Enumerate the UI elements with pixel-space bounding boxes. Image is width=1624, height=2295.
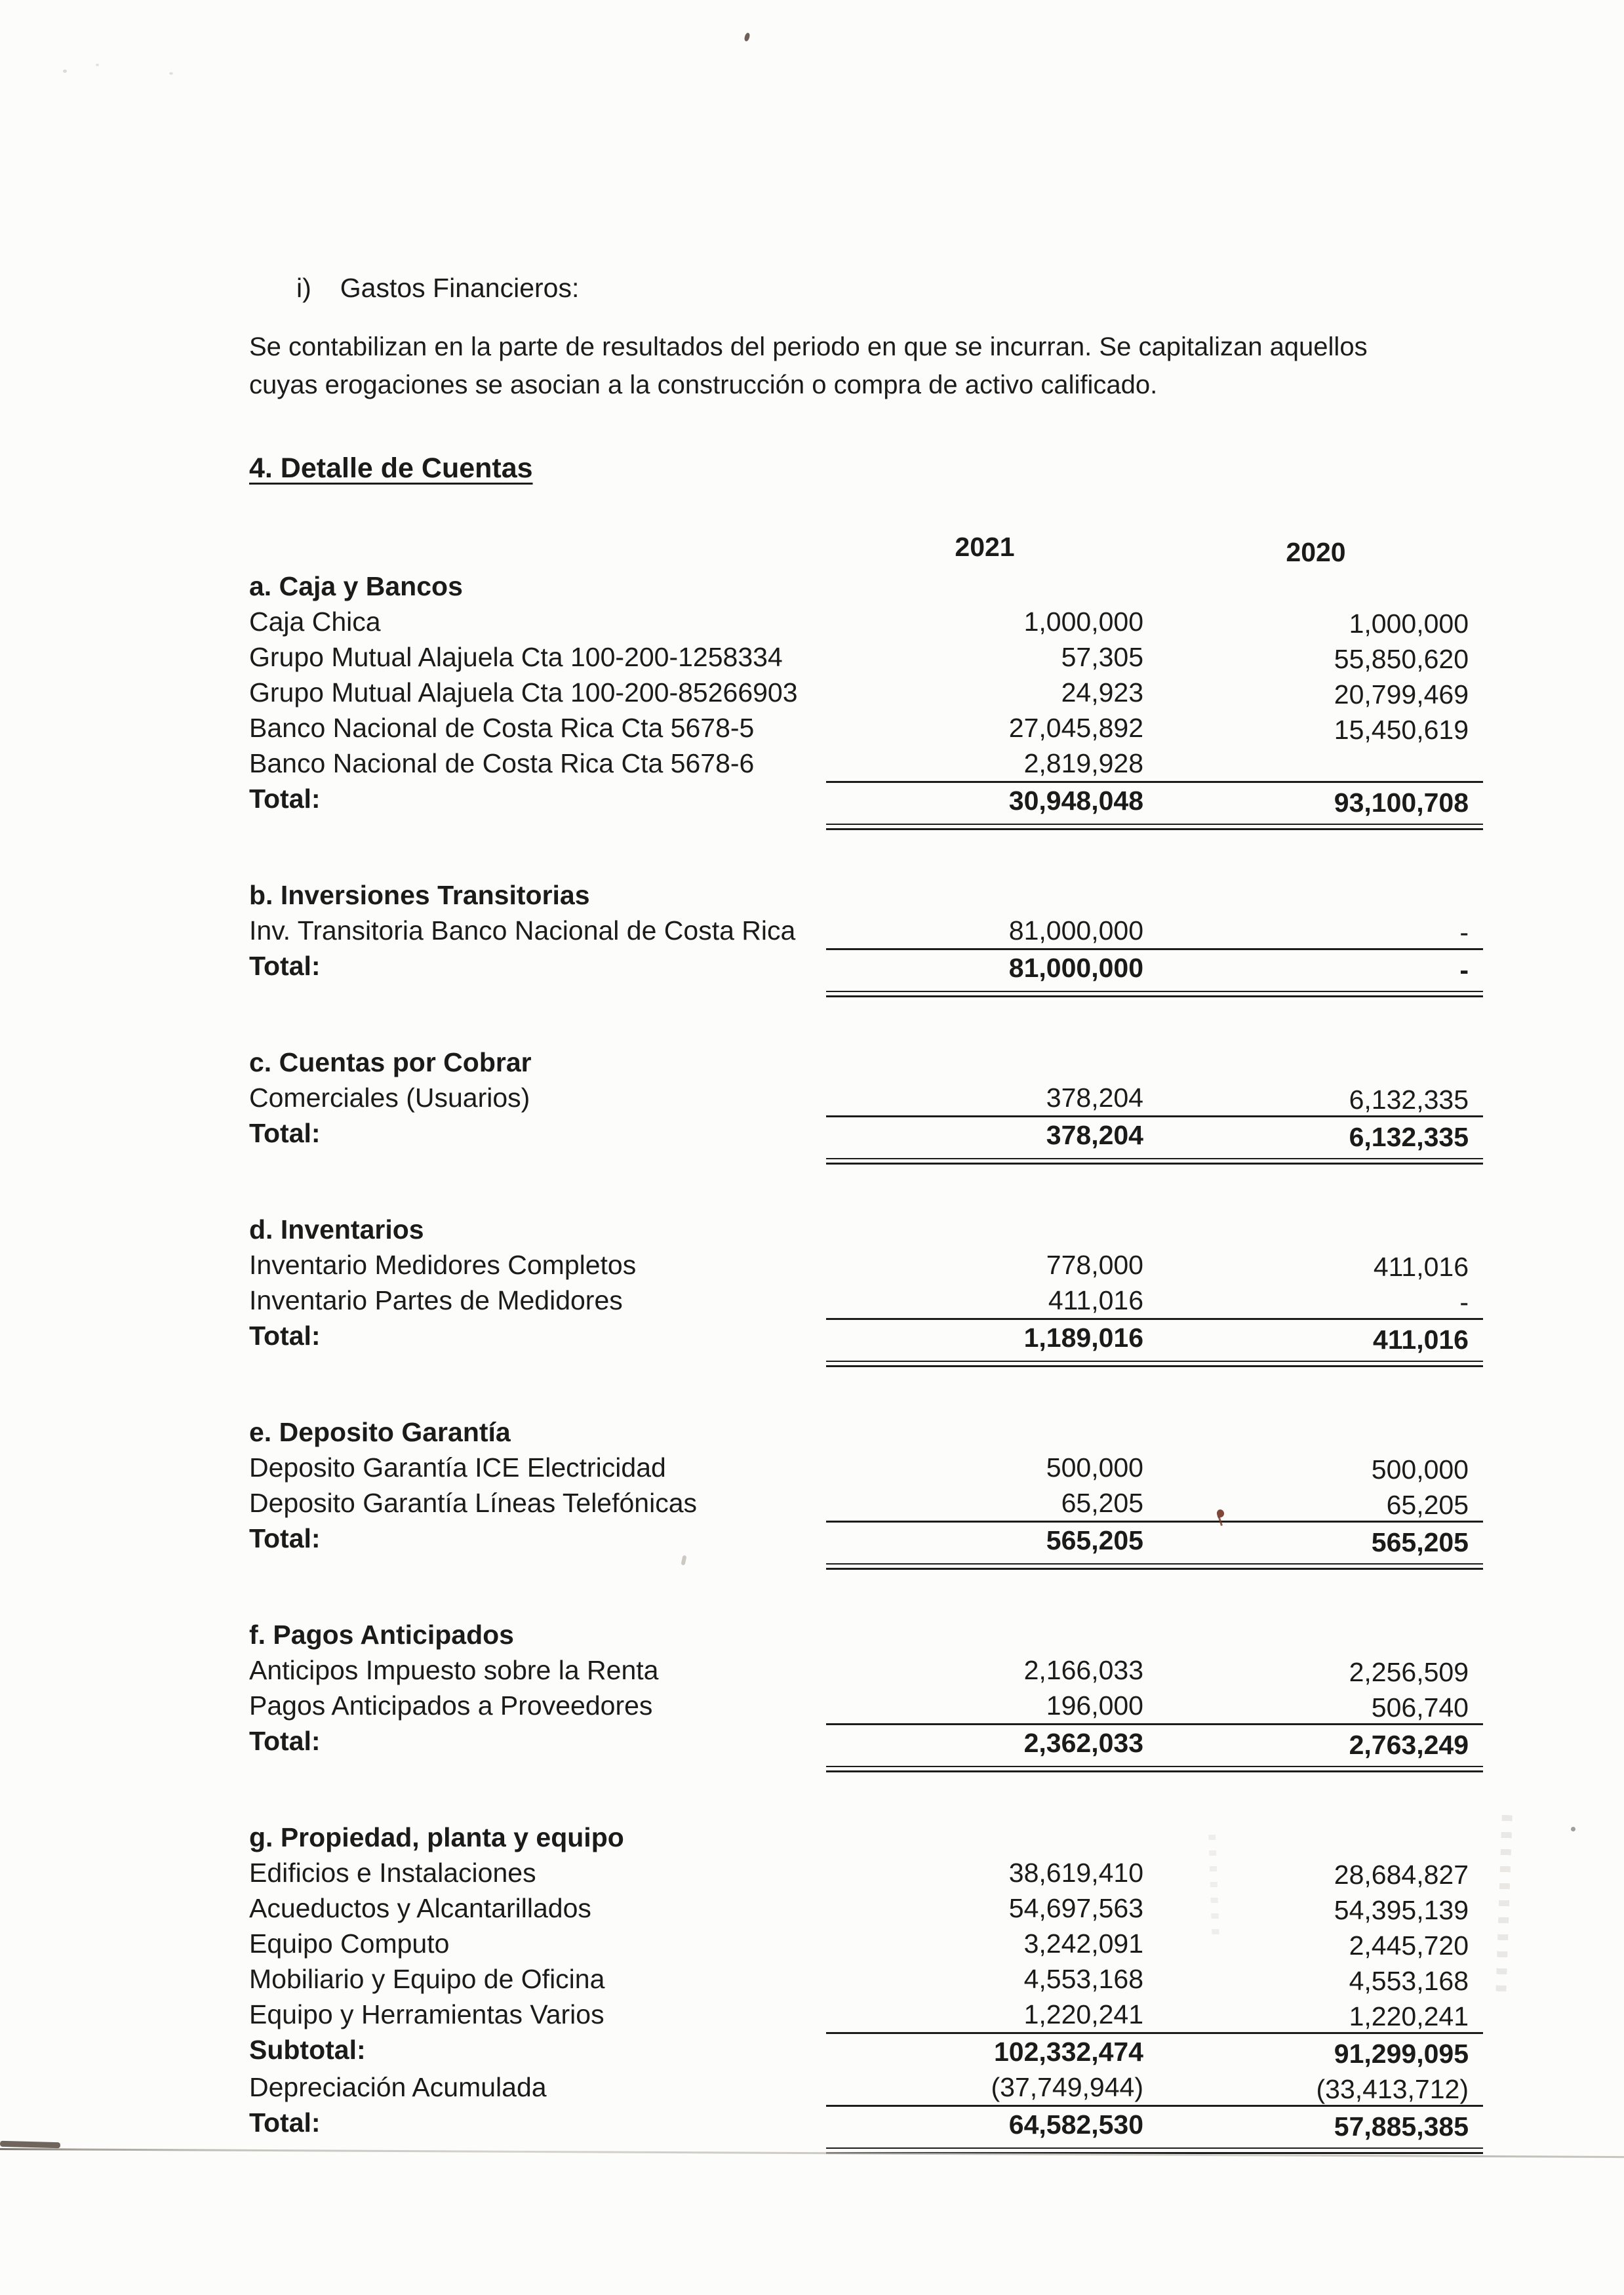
value-2021: 102,332,474 [993, 2037, 1143, 2067]
row-label: Equipo y Herramientas Varios [249, 1999, 604, 2029]
double-rule [826, 991, 1483, 997]
row-label: Deposito Garantía ICE Electricidad [249, 1452, 666, 1483]
row-label: Inv. Transitoria Banco Nacional de Costa Rica [249, 915, 796, 946]
row-label: Total: [249, 1321, 321, 1351]
account-section [0, 1212, 1624, 1367]
row-label: Inventario Partes de Medidores [249, 1285, 623, 1315]
row-label: Total: [249, 951, 321, 981]
table-row [249, 675, 1624, 710]
table-row [249, 2069, 1624, 2105]
row-label: Grupo Mutual Alajuela Cta 100-200-1258334 [249, 642, 783, 672]
table-row [249, 710, 1624, 746]
value-2021: 196,000 [1046, 1690, 1143, 1721]
row-label: Total: [249, 1118, 321, 1148]
value-2021: 65,205 [1061, 1488, 1143, 1518]
row-label: Equipo Computo [249, 1928, 450, 1959]
table-row [249, 1961, 1624, 1997]
section-title: e. Deposito Garantía [249, 1417, 511, 1447]
row-label: Total: [249, 1726, 321, 1756]
year-header-row [249, 529, 1624, 565]
value-2021: 30,948,048 [1008, 786, 1143, 816]
double-rule [826, 1158, 1483, 1165]
table-row [249, 1890, 1624, 1926]
double-rule [826, 1563, 1483, 1570]
value-2020: 6,132,335 [1349, 1085, 1469, 1115]
value-2020: 55,850,620 [1334, 644, 1469, 674]
section-heading: 4. Detalle de Cuentas [249, 452, 533, 484]
table-row [249, 1485, 1624, 1521]
value-2020: 411,016 [1373, 1325, 1469, 1355]
value-2020: 500,000 [1371, 1454, 1469, 1485]
value-2021: 1,220,241 [1023, 1999, 1143, 2029]
item-index: i) [296, 273, 311, 303]
account-sections [0, 569, 1624, 2154]
scan-speck [743, 32, 750, 41]
item-title: Gastos Financieros: [340, 273, 580, 303]
account-section [0, 877, 1624, 997]
double-rule [826, 824, 1483, 830]
value-2021: 24,923 [1061, 677, 1143, 708]
intro-paragraph: Se contabilizan en la parte de resultados del periodo en que se incurran. Se capitalizan aquellos cuyas erogaciones se asocian a la construcción o compra de activo calificado. [249, 332, 1368, 399]
double-rule [826, 2147, 1483, 2154]
value-2020: 411,016 [1373, 1252, 1469, 1282]
account-section [0, 1414, 1624, 1570]
table-row [249, 1652, 1624, 1688]
total-row [249, 2105, 1624, 2142]
value-2021: 500,000 [1046, 1452, 1143, 1483]
table-row [249, 1855, 1624, 1890]
table-row [249, 913, 1624, 948]
table-row [249, 639, 1624, 675]
table-row [249, 1247, 1624, 1283]
row-label: Depreciación Acumulada [249, 2072, 547, 2102]
section-title: a. Caja y Bancos [249, 571, 463, 601]
value-2020: 2,256,509 [1349, 1657, 1469, 1687]
scan-speck [96, 64, 99, 66]
section-title-row [249, 877, 1624, 913]
value-2020: 565,205 [1371, 1527, 1469, 1557]
total-row [249, 1723, 1624, 1761]
value-2020: 4,553,168 [1349, 1966, 1469, 1996]
item-heading [296, 270, 1624, 306]
year-header-spacer [249, 529, 826, 565]
account-section [0, 1617, 1624, 1772]
value-2020 [1143, 748, 1483, 783]
value-2020: 65,205 [1386, 1490, 1469, 1520]
double-rule [826, 1766, 1483, 1772]
section-title-row [249, 1414, 1624, 1450]
value-2021: 565,205 [1046, 1525, 1143, 1555]
value-2021: 778,000 [1046, 1250, 1143, 1280]
value-2020: 57,885,385 [1334, 2111, 1469, 2142]
table-row [249, 1926, 1624, 1961]
section-title: g. Propiedad, planta y equipo [249, 1822, 624, 1852]
double-rule [826, 1361, 1483, 1367]
table-row [249, 1997, 1624, 2032]
value-2021: 2,166,033 [1023, 1655, 1143, 1685]
row-label: Inventario Medidores Completos [249, 1250, 637, 1280]
value-2020: 2,445,720 [1349, 1930, 1469, 1961]
value-2020: 91,299,095 [1334, 2039, 1469, 2069]
value-2020: 1,000,000 [1349, 609, 1469, 639]
row-label: Mobiliario y Equipo de Oficina [249, 1964, 605, 1994]
value-2020: 2,763,249 [1349, 1730, 1469, 1760]
value-2020: - [1459, 1287, 1469, 1317]
value-2021: 378,204 [1046, 1120, 1143, 1150]
row-label: Deposito Garantía Líneas Telefónicas [249, 1488, 698, 1518]
value-2021: 81,000,000 [1008, 953, 1143, 983]
value-2021: 2,362,033 [1023, 1728, 1143, 1758]
total-row [249, 781, 1624, 818]
row-label: Anticipos Impuesto sobre la Renta [249, 1655, 659, 1685]
subtotal-row [249, 2032, 1624, 2069]
value-2020: 28,684,827 [1334, 1860, 1469, 1890]
row-label: Acueductos y Alcantarillados [249, 1893, 591, 1923]
value-2021: 4,553,168 [1023, 1964, 1143, 1994]
section-title-row [249, 1820, 1624, 1855]
value-2021: 81,000,000 [1008, 915, 1143, 946]
value-2021: 64,582,530 [1008, 2109, 1143, 2140]
value-2021: (37,749,944) [991, 2072, 1143, 2102]
section-title: b. Inversiones Transitorias [249, 880, 590, 910]
value-2021: 1,000,000 [1023, 607, 1143, 637]
value-2021: 1,189,016 [1023, 1323, 1143, 1353]
table-row [249, 1450, 1624, 1485]
row-label: Subtotal: [249, 2035, 366, 2065]
year-column-2021: 2021 [955, 532, 1015, 562]
table-row [249, 746, 1624, 781]
value-2021: 38,619,410 [1008, 1858, 1143, 1888]
row-label: Edificios e Instalaciones [249, 1858, 536, 1888]
account-section [0, 1045, 1624, 1165]
account-section [0, 1820, 1624, 2154]
table-row [249, 604, 1624, 639]
year-column-2020: 2020 [1286, 537, 1346, 567]
row-label: Total: [249, 2107, 321, 2138]
row-label: Comerciales (Usuarios) [249, 1083, 530, 1113]
value-2020: 20,799,469 [1334, 679, 1469, 709]
account-section [0, 569, 1624, 830]
value-2021: 54,697,563 [1008, 1893, 1143, 1923]
section-title: c. Cuentas por Cobrar [249, 1047, 532, 1077]
total-row [249, 1115, 1624, 1153]
row-label: Caja Chica [249, 607, 381, 637]
total-row [249, 948, 1624, 986]
total-row [249, 1521, 1624, 1558]
value-2021: 378,204 [1046, 1083, 1143, 1113]
scan-speck [169, 72, 173, 75]
value-2020: 93,100,708 [1334, 788, 1469, 818]
value-2021: 3,242,091 [1023, 1928, 1143, 1959]
row-label: Pagos Anticipados a Proveedores [249, 1690, 653, 1721]
row-label: Banco Nacional de Costa Rica Cta 5678-6 [249, 748, 755, 778]
total-row [249, 1318, 1624, 1355]
value-2020: 1,220,241 [1349, 2001, 1469, 2031]
section-title: d. Inventarios [249, 1214, 424, 1245]
row-label: Banco Nacional de Costa Rica Cta 5678-5 [249, 713, 755, 743]
scan-speck [63, 70, 67, 73]
table-row [249, 1688, 1624, 1723]
value-2020: - [1459, 955, 1469, 985]
section-title-row [249, 569, 1624, 604]
section-title-row [249, 1617, 1624, 1652]
section-title-row [249, 1045, 1624, 1080]
value-2021: 57,305 [1061, 642, 1143, 672]
row-label: Total: [249, 784, 321, 814]
row-label: Grupo Mutual Alajuela Cta 100-200-85266903 [249, 677, 798, 708]
accounts-tables [0, 529, 1624, 2154]
table-row [249, 1283, 1624, 1318]
section-title-row [249, 1212, 1624, 1247]
value-2020: 54,395,139 [1334, 1895, 1469, 1925]
value-2020: 15,450,619 [1334, 715, 1469, 745]
value-2021: 411,016 [1048, 1285, 1143, 1315]
value-2020: (33,413,712) [1316, 2074, 1469, 2104]
value-2020: 6,132,335 [1349, 1122, 1469, 1152]
row-label: Total: [249, 1523, 321, 1553]
section-title: f. Pagos Anticipados [249, 1620, 514, 1650]
value-2020: 506,740 [1371, 1692, 1469, 1723]
table-row [249, 1080, 1624, 1115]
value-2020: - [1459, 917, 1469, 948]
value-2021: 2,819,928 [1023, 748, 1143, 778]
value-2021: 27,045,892 [1008, 713, 1143, 743]
